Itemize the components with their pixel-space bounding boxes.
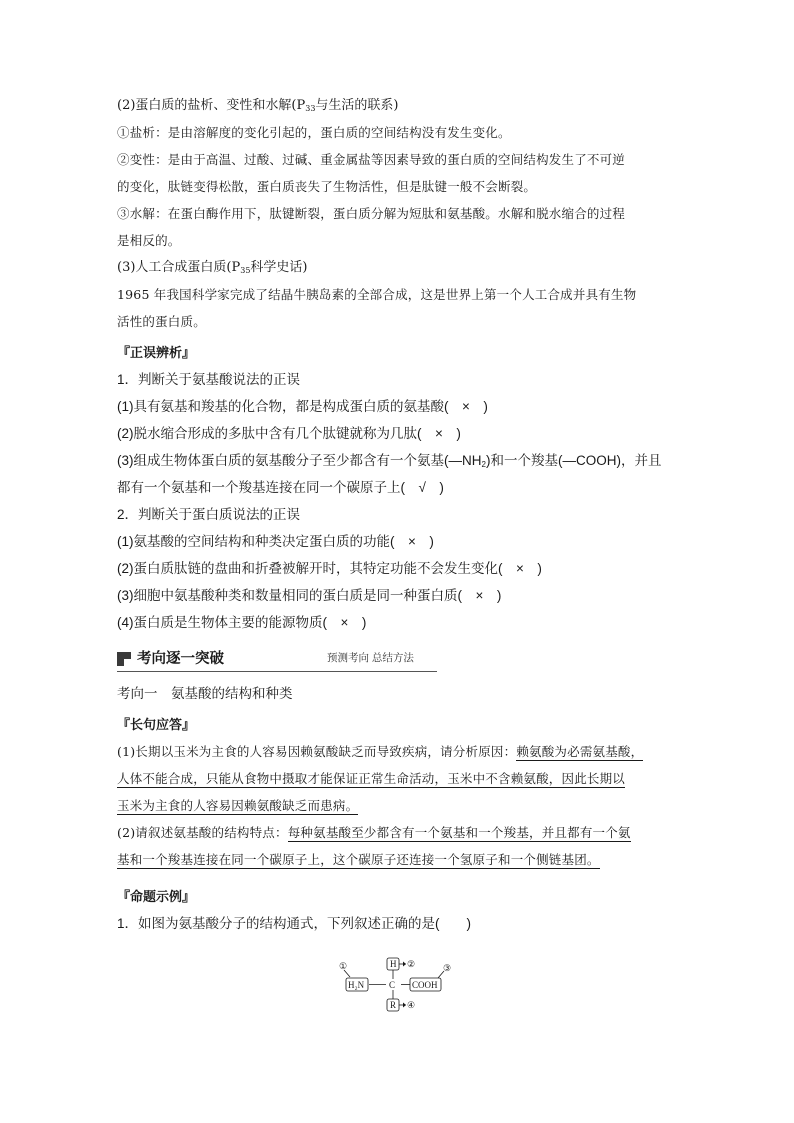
salting-out-line: ①盐析：是由溶解度的变化引起的，蛋白质的空间结构没有发生变化。 <box>117 125 511 140</box>
alpha-carbon: C <box>389 980 396 990</box>
answer-1-line-1: (1)长期以玉米为主食的人容易因赖氨酸缺乏而导致疾病，请分析原因：赖氨酸为必需氨基酸， <box>117 744 644 759</box>
answer-2-line-2: 基和一个羧基连接在同一个碳原子上，这个碳原子还连接一个氢原子和一个侧链基团。 <box>117 852 600 867</box>
hydrogen-atom: H <box>390 959 397 969</box>
history-line-1: 1965 年我国科学家完成了结晶牛胰岛素的全部合成，这是世界上第一个人工合成并具有生物 <box>117 287 637 302</box>
q2-title: 2．判断关于蛋白质说法的正误 <box>117 507 301 522</box>
marker-4: ④ <box>407 1000 416 1010</box>
marker-1: ① <box>339 961 348 971</box>
q1-item-c-line-1: (3)组成生物体蛋白质的氨基酸分子至少都含有一个氨基$(—NH_2)$和一个羧基(—COOH)，并且 <box>117 453 662 469</box>
amino-acid-structure-diagram <box>330 955 460 1020</box>
marker-3: ③ <box>443 963 452 973</box>
q2-item-d: (4)蛋白质是生物体主要的能源物质( × ) <box>117 615 367 630</box>
long-answer-heading: 『长句应答』 <box>117 717 196 732</box>
denaturation-line-2: 的变化，肽链变得松散，蛋白质丧失了生物活性，但是肽键一般不会断裂。 <box>117 179 537 194</box>
section-header <box>117 644 683 674</box>
answer-2-line-1: (2)请叙述氨基酸的结构特点：每种氨基酸至少都含有一个氨基和一个羧基，并且都有一个氨 <box>117 825 631 840</box>
marker-2: ② <box>407 959 416 969</box>
section-square-icon <box>117 652 131 666</box>
history-line-2: 活性的蛋白质。 <box>117 314 206 329</box>
section-2-heading: (2)蛋白质的盐析、变性和水解($P_{33}$与生活的联系) <box>117 98 399 113</box>
q2-item-a: (1)氨基酸的空间结构和种类决定蛋白质的功能( × ) <box>117 534 434 549</box>
q1-title: 1．判断关于氨基酸说法的正误 <box>117 372 301 387</box>
hydrolysis-line-1: ③水解：在蛋白酶作用下，肽键断裂，蛋白质分解为短肽和氨基酸。水解和脱水缩合的过程 <box>117 206 626 221</box>
carboxyl-group: COOH <box>412 980 438 990</box>
hydrolysis-line-2: 是相反的。 <box>117 233 181 248</box>
example-heading: 『命题示例』 <box>117 889 196 904</box>
section-title: 考向逐一突破 <box>137 651 224 667</box>
answer-1-line-2: 人体不能合成，只能从食物中摄取才能保证正常生命活动，玉米中不含赖氨酸，因此长期以 <box>117 771 626 786</box>
section-subtitle: 预测考向 总结方法 <box>327 652 414 664</box>
direction-1-title: 考向一 氨基酸的结构和种类 <box>117 686 293 701</box>
q1-item-a: (1)具有氨基和羧基的化合物，都是构成蛋白质的氨基酸( × ) <box>117 399 488 414</box>
answer-1-line-3: 玉米为主食的人容易因赖氨酸缺乏而患病。 <box>117 798 359 813</box>
q2-item-b: (2)蛋白质肽链的盘曲和折叠被解开时，其特定功能不会发生变化( × ) <box>117 561 542 576</box>
section-3-heading: (3)人工合成蛋白质($P_{35}$科学史话) <box>117 260 308 275</box>
q1-item-c-line-2: 都有一个氨基和一个羧基连接在同一个碳原子上( √ ) <box>117 480 444 495</box>
page-content <box>117 92 683 937</box>
r-group: R <box>390 1000 397 1010</box>
q2-item-c: (3)细胞中氨基酸种类和数量相同的蛋白质是同一种蛋白质( × ) <box>117 588 502 603</box>
denaturation-line-1: ②变性：是由于高温、过酸、过碱、重金属盐等因素导致的蛋白质的空间结构发生了不可逆 <box>117 152 626 167</box>
true-false-heading: 『正误辨析』 <box>117 345 196 360</box>
amino-group: H₂N <box>348 980 365 990</box>
example-1-question: 1．如图为氨基酸分子的结构通式，下列叙述正确的是( ) <box>117 916 471 931</box>
section-rule <box>117 671 437 672</box>
q1-item-b: (2)脱水缩合形成的多肽中含有几个肽键就称为几肽( × ) <box>117 426 461 441</box>
